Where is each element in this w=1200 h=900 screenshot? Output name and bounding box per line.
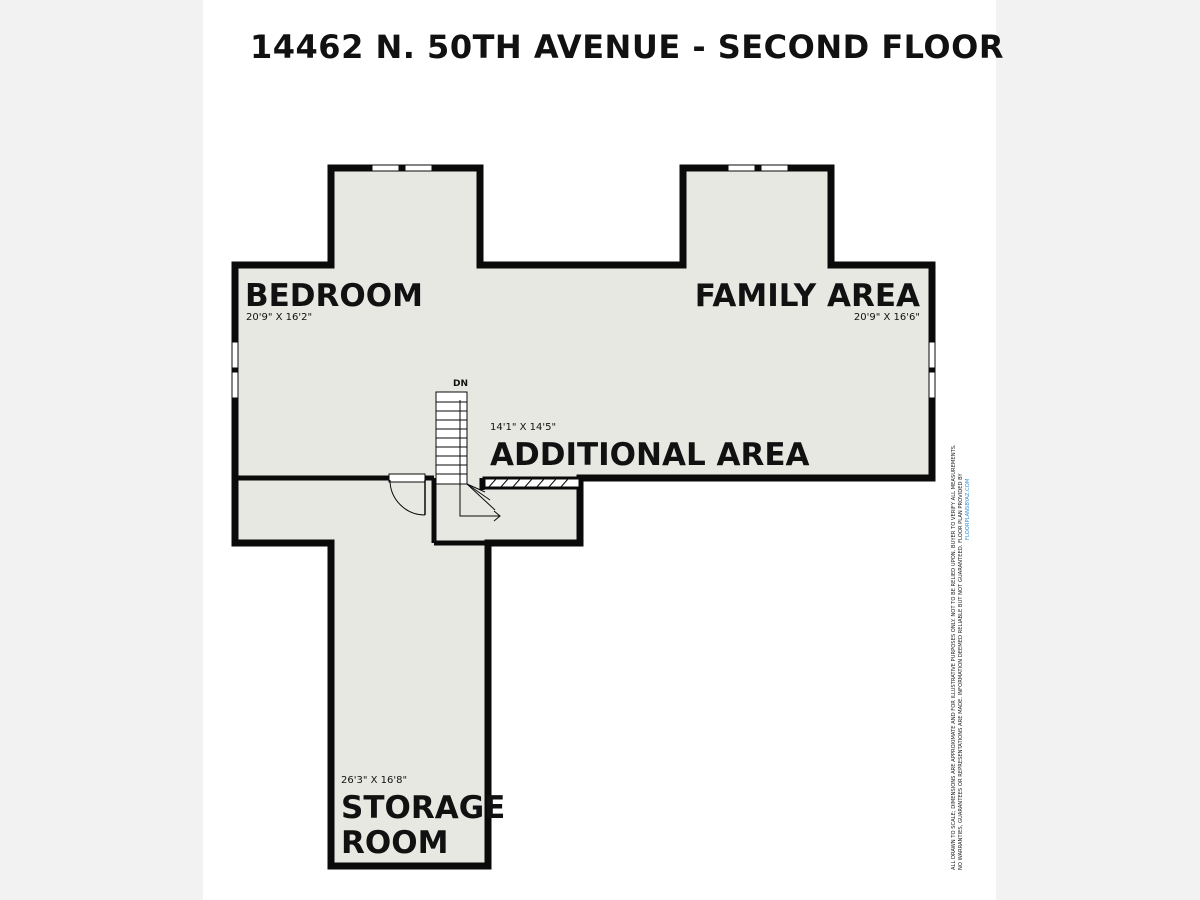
stairs-down-label: DN <box>453 379 469 389</box>
additional-area-label: ADDITIONAL AREA <box>490 437 810 473</box>
disclaimer-line-2: NO WARRANTIES, GUARANTEES OR REPRESENTATIONS ARE MADE. INFORMATION DEEMED RELIABLE BUT NOT GUARANTEED. FLOOR PLAN PROVIDED BY <box>958 473 964 870</box>
family-area-label: FAMILY AREA <box>694 278 920 314</box>
storage-room-dimensions: 26'3" X 16'8" <box>341 775 408 786</box>
bedroom-dimensions: 20'9" X 16'2" <box>246 312 313 323</box>
storage-room-label-line1: STORAGE <box>341 790 506 826</box>
storage-room-label-line2: ROOM <box>341 825 449 861</box>
disclaimer-link: FLOORPLANSBYAZ.COM <box>965 478 971 540</box>
disclaimer-line-1: ALL DRAWN TO SCALE; DIMENSIONS ARE APPROXIMATE AND FOR ILLUSTRATIVE PURPOSES ONLY. NOT TO BE RELIED UPON. BUYER TO VERIFY ALL MEASUREMENTS. <box>951 444 957 870</box>
page-title: 14462 N. 50TH AVENUE - SECOND FLOOR <box>250 28 1004 66</box>
disclaimer <box>951 444 971 870</box>
additional-area-dimensions: 14'1" X 14'5" <box>490 422 557 433</box>
bedroom-label: BEDROOM <box>245 278 423 314</box>
family-area-dimensions: 20'9" X 16'6" <box>853 312 920 323</box>
stair-railing <box>484 478 580 488</box>
